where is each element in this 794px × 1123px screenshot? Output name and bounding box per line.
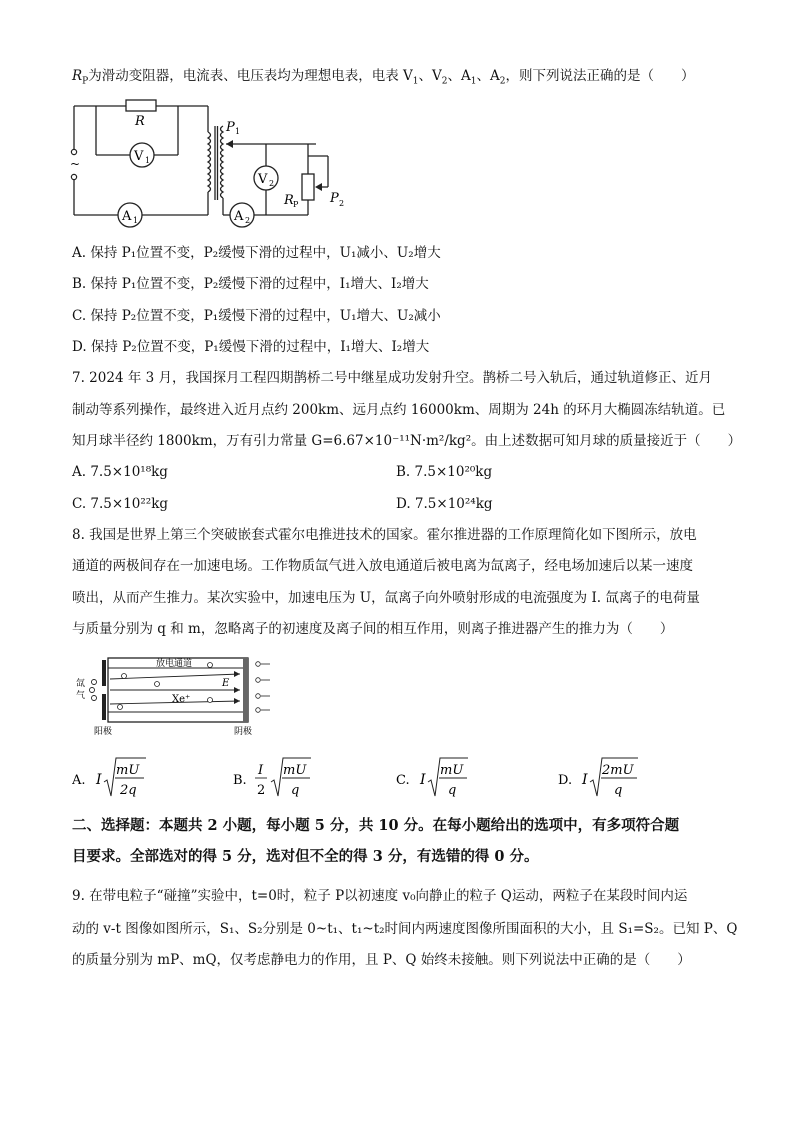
q6-option-c[interactable]: C. 保持 P₂位置不变，P₁缓慢下滑的过程中，U₁增大、U₂减小	[72, 308, 441, 324]
svg-text:阴极: 阴极	[234, 727, 253, 737]
svg-text:P: P	[330, 191, 339, 206]
svg-text:放电通道: 放电通道	[156, 659, 193, 669]
svg-text:2: 2	[245, 216, 251, 225]
q6-option-d[interactable]: D. 保持 P₂位置不变，P₁缓慢下滑的过程中，I₁增大、I₂增大	[72, 339, 430, 355]
svg-text:R: R	[284, 193, 294, 208]
q8-text-line-4: 与质量分别为 q 和 m，忽略离子的初速度及离子间的相互作用，则离子推进器产生的推力为（ ）	[72, 621, 674, 637]
svg-text:E: E	[222, 678, 230, 689]
svg-text:I: I	[420, 772, 426, 788]
svg-text:I: I	[96, 772, 102, 788]
svg-text:V: V	[258, 172, 268, 187]
svg-text:A: A	[122, 209, 132, 224]
q8-text-line-3: 喷出，从而产生推力。某次实验中，加速电压为 U，氙离子向外喷射形成的电流强度为 I. 氙离子的电荷量	[72, 590, 700, 606]
q6-option-b[interactable]: B. 保持 P₁位置不变，P₂缓慢下滑的过程中，I₁增大、I₂增大	[72, 276, 429, 292]
svg-text:A.: A.	[72, 773, 86, 788]
q9-text-line-1: 9. 在带电粒子“碰撞”实验中，t=0时，粒子 P以初速度 v₀向静止的粒子 Q运动，两粒子在某段时间内运	[72, 888, 688, 904]
svg-text:mU: mU	[116, 763, 140, 778]
q6-intro: $R_P$为滑动变阻器，电流表、电压表均为理想电表，电表 $V_1$、$V_2$、$A_1$、$A_2$，则下列说法正确的是（ ）	[72, 68, 695, 87]
svg-text:1: 1	[145, 156, 151, 165]
svg-text:P: P	[226, 120, 235, 135]
svg-text:C.: C.	[396, 773, 410, 788]
section-heading-line-1: 二、选择题：本题共 2 小题，每小题 5 分，共 10 分。在每小题给出的选项中，有多项符合题	[72, 817, 680, 834]
svg-text:1: 1	[133, 216, 139, 225]
svg-text:V: V	[134, 149, 144, 164]
svg-text:2: 2	[339, 199, 345, 208]
q7-text-line-1: 7. 2024 年 3 月，我国探月工程四期鹊桥二号中继星成功发射升空。鹊桥二号入轨后，通过轨道修正、近月	[72, 370, 712, 386]
q9-text-line-2: 动的 v-t 图像如图所示，S₁、S₂分别是 0~t₁、t₁~t₂时间内两速度图像所围面积的大小，且 S₁=S₂。已知 P、Q	[72, 921, 738, 937]
svg-text:B.: B.	[233, 773, 247, 788]
q8-option-d[interactable]	[558, 756, 678, 802]
svg-text:~: ~	[70, 157, 81, 171]
q7-option-c[interactable]: C. 7.5×10²²kg	[72, 496, 169, 512]
q7-option-b[interactable]: B. 7.5×10²⁰kg	[396, 464, 493, 480]
svg-text:D.: D.	[558, 773, 573, 788]
q6-option-a[interactable]: A. 保持 P₁位置不变，P₂缓慢下滑的过程中，U₁减小、U₂增大	[72, 245, 441, 261]
q9-text-line-3: 的质量分别为 mP、mQ，仅考虑静电力的作用，且 P、Q 始终未接触。则下列说法中正确的是（ ）	[72, 952, 691, 968]
q8-option-a[interactable]	[72, 756, 182, 802]
q8-option-c[interactable]	[396, 756, 506, 802]
q7-option-a[interactable]: A. 7.5×10¹⁸kg	[72, 464, 168, 480]
svg-text:mU: mU	[440, 763, 464, 778]
svg-text:Xe⁺: Xe⁺	[172, 694, 191, 705]
svg-text:阳极: 阳极	[94, 727, 113, 737]
q7-option-d[interactable]: D. 7.5×10²⁴kg	[396, 496, 493, 512]
svg-text:2: 2	[257, 783, 266, 798]
svg-text:I: I	[582, 772, 588, 788]
svg-text:I: I	[258, 763, 264, 778]
svg-text:q: q	[614, 783, 623, 798]
q8-text-line-2: 通道的两极间存在一加速电场。工作物质氙气进入放电通道后被电离为氙离子，经电场加速后以某一速度	[72, 558, 693, 574]
q7-text-line-3: 知月球半径约 1800km，万有引力常量 G=6.67×10⁻¹¹N·m²/kg²。由上述数据可知月球的质量接近于（ ）	[72, 433, 742, 449]
svg-text:mU: mU	[283, 763, 307, 778]
svg-text:2: 2	[269, 179, 275, 188]
q7-text-line-2: 制动等系列操作，最终进入近月点约 200km、远月点约 16000km、周期为 24h 的环月大椭圆冻结轨道。已	[72, 402, 726, 418]
q8-option-b[interactable]	[233, 756, 343, 802]
svg-text:2q: 2q	[120, 783, 137, 798]
section-heading-line-2: 目要求。全部选对的得 5 分，选对但不全的得 3 分，有选错的得 0 分。	[72, 848, 539, 865]
svg-text:R: R	[135, 114, 145, 129]
svg-text:q: q	[291, 783, 300, 798]
svg-text:2mU: 2mU	[602, 763, 634, 778]
svg-text:A: A	[234, 209, 244, 224]
transformer-circuit-diagram	[66, 92, 356, 230]
svg-text:气: 气	[76, 691, 86, 701]
hall-thruster-diagram	[72, 652, 282, 738]
q8-text-line-1: 8. 我国是世界上第三个突破嵌套式霍尔电推进技术的国家。霍尔推进器的工作原理简化如下图所示，放电	[72, 527, 697, 543]
svg-text:P: P	[293, 200, 299, 209]
svg-text:q: q	[448, 783, 457, 798]
svg-text:氙: 氙	[76, 679, 86, 689]
svg-text:1: 1	[235, 127, 241, 136]
